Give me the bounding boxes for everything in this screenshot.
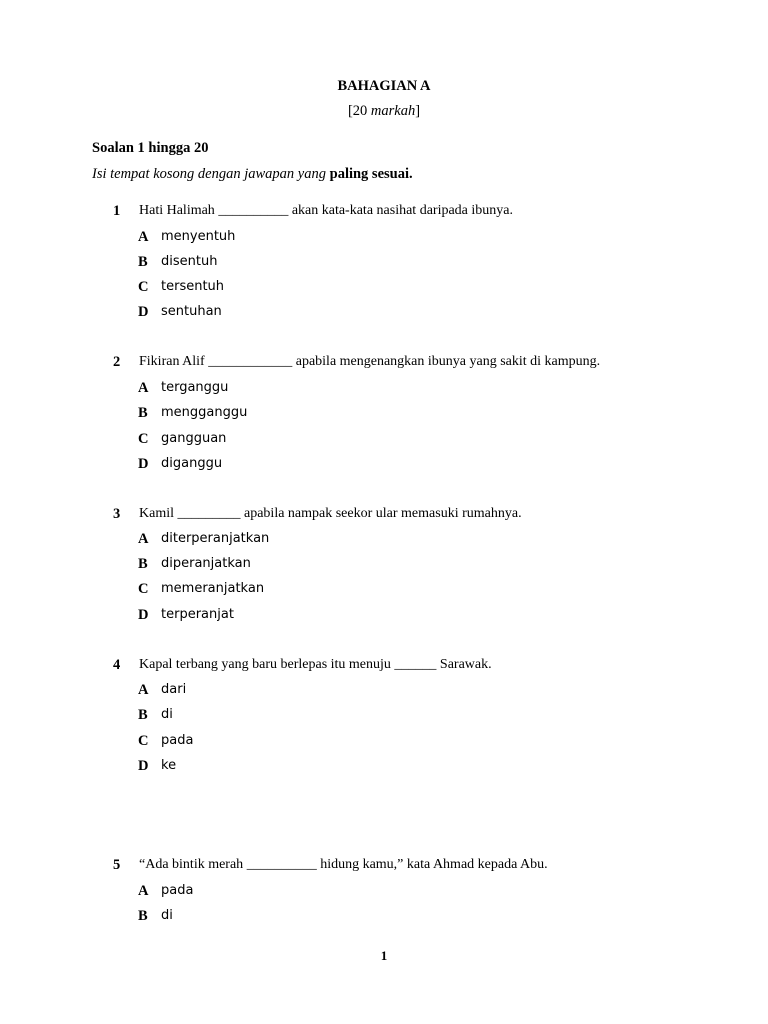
question-number: 3 — [113, 506, 121, 522]
option — [0, 556, 768, 574]
option — [0, 431, 768, 449]
option-letter: A — [138, 531, 149, 547]
option — [0, 707, 768, 725]
option-letter: A — [138, 380, 149, 396]
option — [0, 229, 768, 247]
option — [0, 682, 768, 700]
option-text: terperanjat — [161, 607, 234, 622]
option-text: diganggu — [161, 456, 223, 471]
answer-blank: __________ — [218, 203, 289, 218]
question-number: 5 — [113, 857, 121, 873]
stem-before: Hati Halimah — [139, 203, 215, 218]
option — [0, 405, 768, 423]
option-text: tersentuh — [161, 279, 225, 294]
question-stem — [139, 657, 492, 673]
option-text: terganggu — [161, 380, 229, 395]
option-letter: B — [138, 908, 148, 924]
option-text: gangguan — [161, 431, 227, 446]
answer-blank: __________ — [246, 857, 317, 872]
option — [0, 531, 768, 549]
option — [0, 883, 768, 901]
question-stem — [139, 203, 513, 219]
option-letter: A — [138, 883, 149, 899]
option-text: disentuh — [161, 254, 218, 269]
question-number: 4 — [113, 657, 121, 673]
option — [0, 279, 768, 297]
answer-blank: ____________ — [208, 354, 293, 369]
section-title: BAHAGIAN A — [337, 78, 431, 94]
answer-blank: _________ — [177, 506, 241, 521]
stem-after: apabila nampak seekor ular memasuki rumahnya. — [244, 506, 522, 521]
option-letter: C — [138, 581, 149, 597]
option-letter: D — [138, 456, 149, 472]
option-text: di — [161, 908, 173, 923]
option-letter: C — [138, 431, 149, 447]
option — [0, 456, 768, 474]
instruction-text: Isi tempat kosong dengan jawapan yang — [92, 166, 330, 182]
option-text: di — [161, 707, 173, 722]
option-letter: A — [138, 229, 149, 245]
question-number: 2 — [113, 354, 121, 370]
question-range: Soalan 1 hingga 20 — [92, 140, 209, 156]
option-letter: B — [138, 254, 148, 270]
option-text: diterperanjatkan — [161, 531, 270, 546]
answer-blank: ______ — [394, 657, 437, 672]
option — [0, 733, 768, 751]
stem-before: Kamil — [139, 506, 174, 521]
stem-after: apabila mengenangkan ibunya yang sakit di kampung. — [295, 354, 601, 369]
option-text: diperanjatkan — [161, 556, 251, 571]
option-letter: C — [138, 733, 149, 749]
stem-before: Fikiran Alif — [139, 354, 205, 369]
stem-before: Kapal terbang yang baru berlepas itu menuju — [139, 657, 391, 672]
question-stem — [139, 506, 522, 522]
option — [0, 607, 768, 625]
option-letter: B — [138, 556, 148, 572]
instruction-emphasis: paling sesuai. — [329, 166, 413, 182]
stem-before: “Ada bintik merah — [139, 857, 244, 872]
marks-label — [0, 103, 768, 120]
option-text: mengganggu — [161, 405, 248, 420]
marks-close: ] — [415, 103, 421, 119]
instruction — [92, 166, 413, 183]
stem-after: akan kata-kata nasihat daripada ibunya. — [291, 203, 513, 218]
option-text: pada — [161, 883, 194, 898]
option-text: ke — [161, 758, 177, 773]
option-letter: A — [138, 682, 149, 698]
option-letter: D — [138, 758, 149, 774]
option — [0, 581, 768, 599]
option — [0, 758, 768, 776]
option — [0, 304, 768, 322]
marks-word: markah — [370, 103, 416, 119]
option-letter: B — [138, 405, 148, 421]
option-letter: D — [138, 607, 149, 623]
option-letter: B — [138, 707, 148, 723]
option-letter: D — [138, 304, 149, 320]
option-letter: C — [138, 279, 149, 295]
option — [0, 908, 768, 926]
option-text: menyentuh — [161, 229, 236, 244]
stem-after: Sarawak. — [439, 657, 492, 672]
option-text: memeranjatkan — [161, 581, 265, 596]
option — [0, 380, 768, 398]
option — [0, 254, 768, 272]
page-number: 1 — [380, 948, 388, 963]
option-text: sentuhan — [161, 304, 222, 319]
stem-after: hidung kamu,” kata Ahmad kepada Abu. — [320, 857, 548, 872]
option-text: pada — [161, 733, 194, 748]
question-stem — [139, 354, 600, 370]
marks-open: [20 — [347, 103, 371, 119]
question-stem — [139, 857, 548, 873]
option-text: dari — [161, 682, 187, 697]
question-number: 1 — [113, 203, 121, 219]
